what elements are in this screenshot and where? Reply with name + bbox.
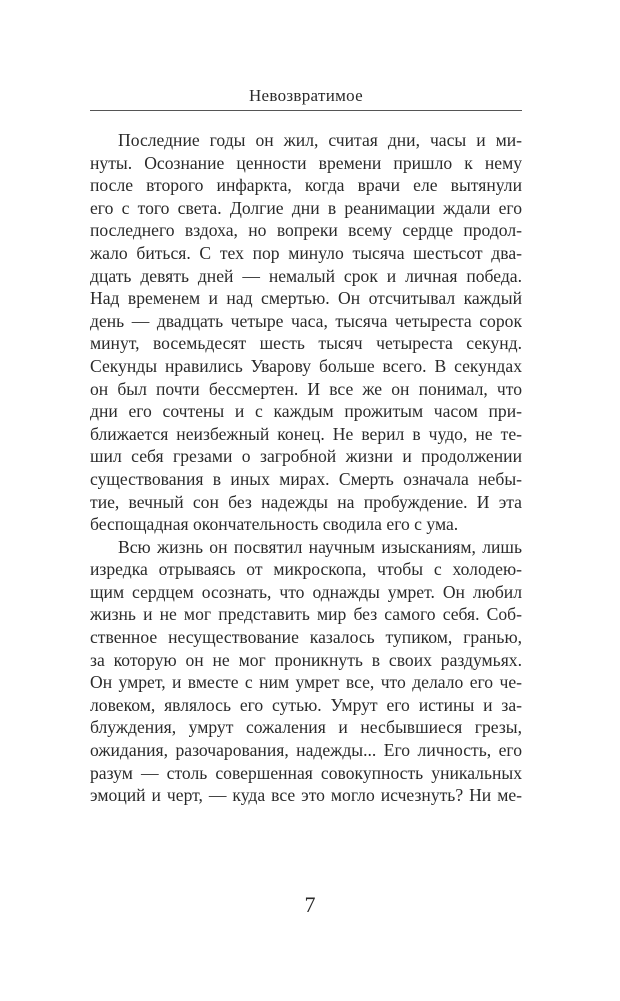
text-line: после второго инфаркта, когда врачи еле вытянули bbox=[90, 175, 522, 196]
text-line: последнего вздоха, но вопреки всему сердце продол- bbox=[90, 220, 522, 241]
text-line: существования в иных мирах. Смерть означала небы- bbox=[90, 468, 522, 489]
text-line: беспощадная окончательность сводила его с ума. bbox=[90, 514, 459, 535]
page-number: 7 bbox=[304, 892, 316, 917]
text-line: он был почти бессмертен. И все же он понимал, что bbox=[90, 378, 522, 399]
text-line: ожидания, разочарования, надежды... Его личность, его bbox=[90, 740, 522, 761]
text-line: эмоций и черт, — куда все это могло исчезнуть? Ни ме- bbox=[90, 785, 522, 806]
text-line: ственное несуществование казалось тупиком, гранью, bbox=[90, 627, 522, 648]
text-line: нуты. Осознание ценности времени пришло к нему bbox=[90, 152, 522, 173]
text-line: тие, вечный сон без надежды на пробуждение. И эта bbox=[90, 491, 522, 512]
text-line: Последние годы он жил, считая дни, часы и ми- bbox=[118, 130, 522, 150]
header-rule bbox=[90, 110, 522, 111]
text-line: ловеком, являлось его сутью. Умрут его истины и за- bbox=[90, 694, 522, 715]
text-line: Он умрет, и вместе с ним умрет все, что делало его че- bbox=[90, 672, 522, 693]
text-line: шил себя грезами о загробной жизни и продолжении bbox=[90, 446, 522, 467]
text-line: дни его сочтены и с каждым прожитым часом при- bbox=[90, 401, 522, 422]
running-header: Невозвратимое bbox=[248, 86, 364, 105]
text-line: его с того света. Долгие дни в реанимации ждали его bbox=[90, 197, 522, 218]
text-line: разум — столь совершенная совокупность уникальных bbox=[90, 762, 522, 783]
text-line: Всю жизнь он посвятил научным изысканиям, лишь bbox=[118, 536, 522, 557]
body-text bbox=[90, 129, 522, 807]
text-line: день — двадцать четыре часа, тысяча четыреста сорок bbox=[90, 310, 522, 331]
text-line: дцать девять дней — немалый срок и личная победа. bbox=[90, 265, 522, 286]
text-line: изредка отрываясь от микроскопа, чтобы с холодею- bbox=[90, 559, 522, 580]
text-line: Над временем и над смертью. Он отсчитывал каждый bbox=[90, 288, 522, 309]
text-line: жизнь и не мог представить мир без самого себя. Соб- bbox=[90, 604, 522, 625]
text-line: блуждения, умрут сожаления и несбывшиеся грезы, bbox=[90, 717, 522, 738]
text-line: щим сердцем осознать, что однажды умрет. Он любил bbox=[90, 581, 522, 602]
text-line: жало биться. С тех пор минуло тысяча шестьсот два- bbox=[90, 242, 522, 263]
text-line: минут, восемьдесят шесть тысяч четыреста секунд. bbox=[90, 333, 522, 354]
text-line: ближается неизбежный конец. Не верил в чудо, не те- bbox=[90, 423, 522, 444]
text-line: Секунды нравились Уварову больше всего. В секундах bbox=[90, 355, 522, 376]
text-line: за которую он не мог проникнуть в своих раздумьях. bbox=[90, 649, 522, 670]
